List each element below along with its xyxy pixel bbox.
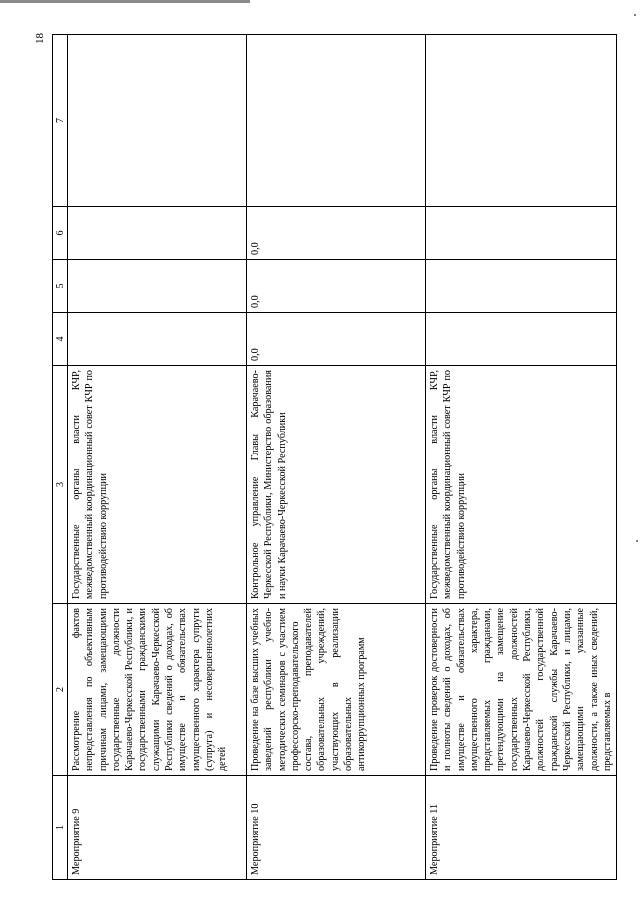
measure-name: Мероприятие 11	[426, 776, 617, 880]
funding-col4	[426, 313, 617, 366]
measures-table	[52, 34, 617, 880]
scan-speck	[634, 14, 636, 16]
funding-col4	[68, 313, 247, 366]
funding-col6: 0,0	[247, 207, 426, 260]
table-row	[68, 35, 247, 880]
column-number: 1	[53, 776, 68, 880]
column-number: 7	[53, 35, 68, 207]
column-number: 3	[53, 366, 68, 604]
column-number: 2	[53, 604, 68, 776]
rotated-table-sheet	[52, 35, 613, 880]
measure-col7	[68, 35, 247, 207]
column-number: 5	[53, 260, 68, 313]
funding-col5	[426, 260, 617, 313]
scan-edge-line	[0, 0, 250, 3]
measure-name: Мероприятие 9	[68, 776, 247, 880]
funding-col5: 0,0	[247, 260, 426, 313]
measure-activity: Проведение на базе высших учебных заведений республики учебно-методических семинаров с участием профессорско-преподавательского состава, преподавателей образовательных учреждений, участвующих в реализации образовательных антикоррупционных программ	[247, 604, 426, 776]
funding-col6	[68, 207, 247, 260]
funding-col6	[426, 207, 617, 260]
table-row	[247, 35, 426, 880]
scan-speck	[636, 540, 638, 542]
funding-col5	[68, 260, 247, 313]
funding-col4: 0,0	[247, 313, 426, 366]
measure-executors: Контрольное управление Главы Карачаево-Черкесской Республики, Министерство образования и науки Карачаево-Черкесской Республики	[247, 366, 426, 604]
table-row	[426, 35, 617, 880]
measure-executors: Государственные органы власти КЧР, межведомственный координационный совет КЧР по противодействию коррупции	[426, 366, 617, 604]
column-number: 6	[53, 207, 68, 260]
measure-executors: Государственные органы власти КЧР, межведомственный координационный совет КЧР по противодействию коррупции	[68, 366, 247, 604]
page-number: 18	[34, 33, 46, 44]
measure-activity: Рассмотрение фактов непредставления по объективным причинам лицами, замещающими государственные должности Карачаево-Черкесской Республики, и государственными гражданскими служащими Карачаево-Черкесской Республики сведений о доходах, об имуществе и обязательствах имущественного характера супруги (супруга) и несовершеннолетних детей	[68, 604, 247, 776]
column-number: 4	[53, 313, 68, 366]
measure-col7	[247, 35, 426, 207]
measure-activity: Проведение проверок достоверности и полноты сведений о доходах, об имуществе и обязательствах имущественного характера, представляемых гражданами, претендующими на замещение государственных должностей Карачаево-Черкесской Республики, должностей государственной гражданской службы Карачаево-Черкесской Республики, и лицами, замещающими указанные должности, а также иных сведений, представляемых в	[426, 604, 617, 776]
column-number-row	[53, 35, 68, 880]
measure-col7	[426, 35, 617, 207]
measure-name: Мероприятие 10	[247, 776, 426, 880]
